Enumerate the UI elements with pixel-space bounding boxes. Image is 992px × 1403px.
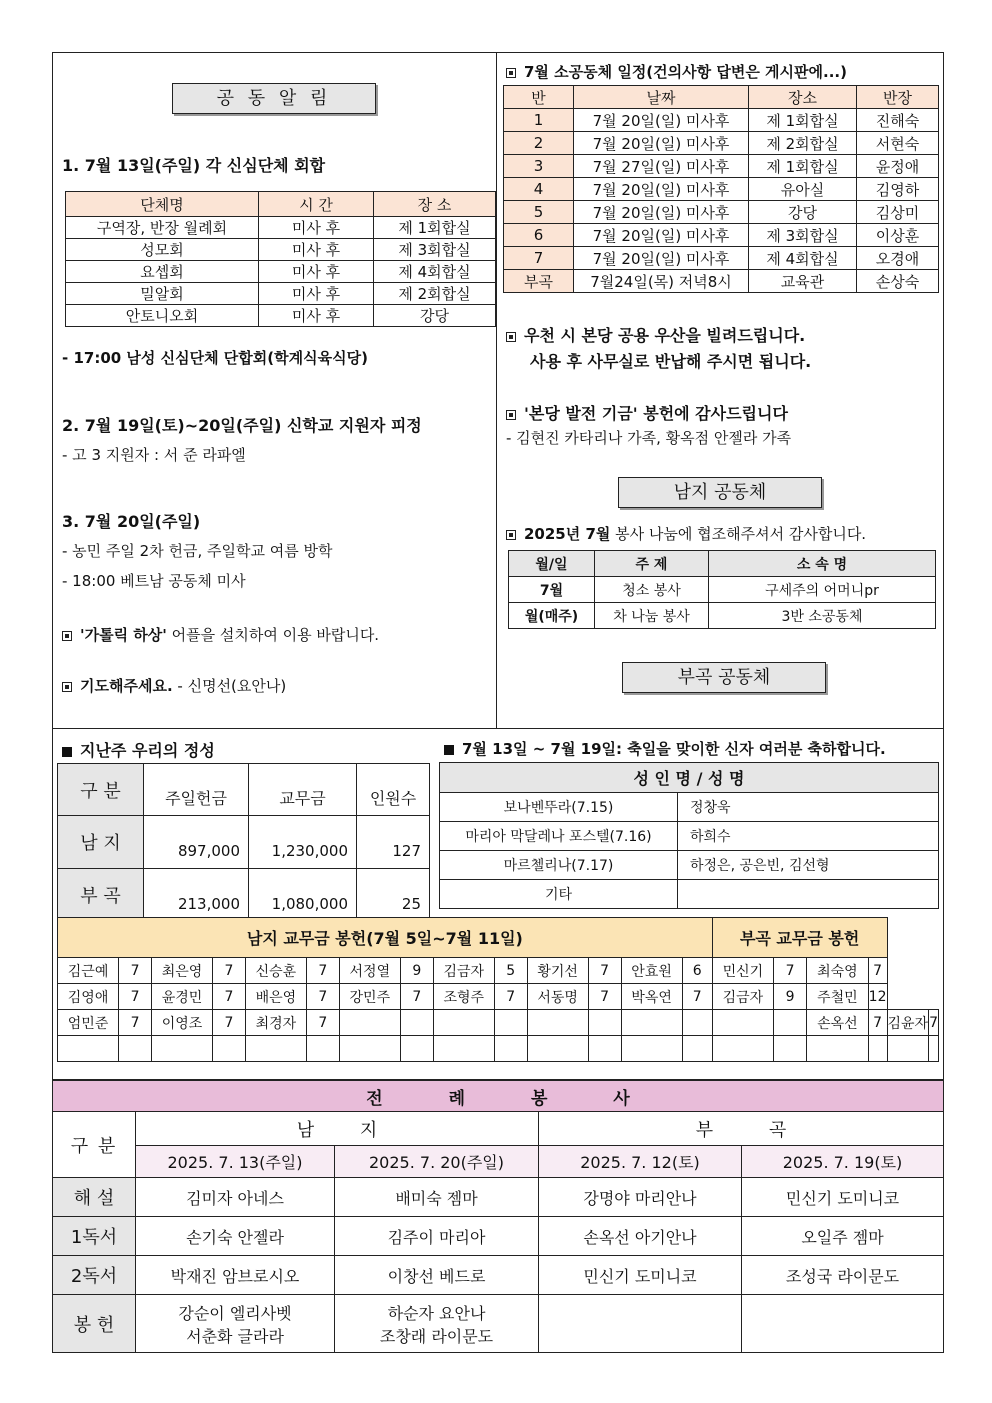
notice-title: 공 동 알 림 (172, 83, 376, 114)
donor-count: 7 (400, 984, 433, 1010)
ban-cell: 1 (504, 109, 574, 132)
cell: 제 2회합실 (374, 283, 496, 305)
donor-name (712, 1036, 773, 1062)
cell: 7월24일(목) 저녁8시 (574, 270, 749, 293)
namji-title: 남지 공동체 (618, 477, 822, 508)
donor-count: 6 (682, 958, 712, 984)
namji-thanks (506, 523, 866, 544)
donor-count: 7 (868, 958, 887, 984)
pray-notice (62, 675, 286, 696)
liturgy-date: 2025. 7. 20(주일) (335, 1146, 539, 1178)
donor-name: 이영조 (151, 1010, 212, 1036)
namji-thanks-text: 봉사 나눔에 협조해주셔서 감사합니다. (610, 525, 867, 543)
col-header: 시 간 (259, 192, 374, 217)
donor-count (400, 1010, 433, 1036)
pray-label: 기도해주세요. (80, 677, 173, 695)
offering-title: 지난주 우리의 정성 (80, 741, 215, 760)
donor-name: 안효원 (621, 958, 682, 984)
cell: 민신기 도미니코 (742, 1178, 944, 1217)
donor-name: 김금자 (433, 958, 494, 984)
cell: 제 2회합실 (749, 132, 857, 155)
ban-cell: 2 (504, 132, 574, 155)
donor-name (433, 1010, 494, 1036)
liturgy-date: 2025. 7. 19(토) (742, 1146, 944, 1178)
donor-name (339, 1010, 400, 1036)
donor-count (682, 1036, 712, 1062)
donor-name (151, 1036, 212, 1062)
donor-name (621, 1010, 682, 1036)
feast-title: 7월 13일 ~ 7월 19일: 축일을 맞이한 신자 여러분 축하합니다. (462, 740, 886, 758)
cell: 강명야 마리안나 (539, 1178, 742, 1217)
cell: 7월 (509, 577, 595, 603)
cell: 박재진 암브로시오 (136, 1256, 335, 1295)
donor-name (58, 1036, 119, 1062)
schedule-title: 7월 소공동체 일정(건의사항 답변은 게시판에...) (524, 63, 847, 81)
square-bullet-icon (62, 682, 72, 692)
cell: 7월 20일(일) 미사후 (574, 178, 749, 201)
donor-count: 5 (494, 958, 527, 984)
donor-count: 7 (588, 984, 621, 1010)
donor-name: 주철민 (807, 984, 869, 1010)
member-names: 하희수 (678, 822, 939, 851)
donor-name: 서동명 (527, 984, 588, 1010)
cell: 밀알회 (66, 283, 259, 305)
cell: 이상훈 (857, 224, 939, 247)
saint-name: 마리아 막달레나 포스텔(7.16) (440, 822, 678, 851)
donor-name (527, 1010, 588, 1036)
cell: 제 3회합실 (374, 239, 496, 261)
bugok-dues-title: 부곡 교무금 봉헌 (712, 918, 887, 958)
donor-name (245, 1036, 306, 1062)
cell: 7월 27일(일) 미사후 (574, 155, 749, 178)
app-notice (62, 624, 379, 645)
col-header: 반장 (857, 86, 939, 109)
col-header: 인원수 (357, 764, 430, 816)
donor-count: 9 (774, 984, 807, 1010)
col-header: 주일헌금 (144, 764, 249, 816)
cell (742, 1295, 944, 1353)
donor-count (588, 1010, 621, 1036)
cell: 진해숙 (857, 109, 939, 132)
donor-name: 최숙영 (807, 958, 869, 984)
feast-header: 성 인 명 / 성 명 (440, 763, 939, 793)
saint-name: 기타 (440, 880, 678, 909)
notice-item3-note1: - 농민 주일 2차 헌금, 주일학교 여름 방학 (62, 542, 333, 560)
donor-count: 7 (213, 1010, 246, 1036)
square-bullet-icon (506, 410, 516, 420)
donor-name: 황기선 (527, 958, 588, 984)
umbrella-line1 (506, 323, 805, 346)
donor-count (774, 1010, 807, 1036)
donor-count: 7 (306, 1010, 339, 1036)
umbrella-text1: 우천 시 본당 공용 우산을 빌려드립니다. (524, 326, 806, 345)
cell: 이창선 베드로 (335, 1256, 539, 1295)
cell: 7월 20일(일) 미사후 (574, 132, 749, 155)
donor-count: 7 (682, 984, 712, 1010)
umbrella-line2: 사용 후 사무실로 반납해 주시면 됩니다. (530, 352, 812, 371)
donor-name (339, 1036, 400, 1062)
liturgy-table (52, 1080, 944, 1353)
cell: 손기숙 안젤라 (136, 1217, 335, 1256)
donor-name: 김영애 (58, 984, 119, 1010)
app-text: 어플을 설치하여 이용 바랍니다. (166, 626, 380, 644)
donor-count: 7 (306, 958, 339, 984)
ban-cell: 5 (504, 201, 574, 224)
donor-count (682, 1010, 712, 1036)
donor-name: 최경자 (245, 1010, 306, 1036)
cell: 미사 후 (259, 305, 374, 327)
saint-name: 보나벤뚜라(7.15) (440, 793, 678, 822)
notice-item2: 2. 7월 19일(토)~20일(주일) 신학교 지원자 피정 (62, 416, 422, 435)
donor-count (588, 1036, 621, 1062)
cell: 유아실 (749, 178, 857, 201)
notice-item3-note2: - 18:00 베트남 공동체 미사 (62, 572, 246, 590)
donor-count: 7 (494, 984, 527, 1010)
notice-item2-note: - 고 3 지원자 : 서 준 라파엘 (62, 446, 246, 464)
cell: 제 3회합실 (749, 224, 857, 247)
cell: 김상미 (857, 201, 939, 224)
donor-name (712, 1010, 773, 1036)
cell: 미사 후 (259, 217, 374, 239)
cell: 청소 봉사 (595, 577, 709, 603)
column-divider (496, 52, 497, 729)
notice-item1-note: - 17:00 남성 신심단체 단합회(학계식육식당) (62, 349, 368, 367)
donor-name: 서정열 (339, 958, 400, 984)
offering-table (57, 763, 430, 922)
role-label: 2독서 (53, 1256, 136, 1295)
cell: 7월 20일(일) 미사후 (574, 224, 749, 247)
role-label: 1독서 (53, 1217, 136, 1256)
schedule-table (503, 85, 939, 293)
cell: 강당 (374, 305, 496, 327)
square-bullet-icon (506, 68, 516, 78)
cell: 요셉회 (66, 261, 259, 283)
cell: 제 1회합실 (749, 155, 857, 178)
cell: 김영하 (857, 178, 939, 201)
square-bullet-icon (62, 747, 72, 757)
cell: 강당 (749, 201, 857, 224)
cell: 민신기 도미니코 (539, 1256, 742, 1295)
cell: 월(매주) (509, 603, 595, 629)
cell: 구세주의 어머니pr (709, 577, 936, 603)
cell: 3반 소공동체 (709, 603, 936, 629)
ban-cell: 부곡 (504, 270, 574, 293)
donor-count (119, 1036, 152, 1062)
ban-cell: 3 (504, 155, 574, 178)
fund-title: '본당 발전 기금' 봉헌에 감사드립니다 (524, 404, 788, 423)
cell: 김미자 아네스 (136, 1178, 335, 1217)
offering-heading (62, 738, 215, 761)
cell: 오일주 젬마 (742, 1217, 944, 1256)
cell: 25 (357, 869, 430, 922)
ban-cell: 7 (504, 247, 574, 270)
donor-count (929, 1036, 939, 1062)
col-header: 월/일 (509, 551, 595, 577)
donor-name: 김근예 (58, 958, 119, 984)
cell: 차 나눔 봉사 (595, 603, 709, 629)
notice-item3: 3. 7월 20일(주일) (62, 512, 201, 531)
donor-count (868, 1036, 887, 1062)
bugok-title: 부곡 공동체 (622, 662, 826, 693)
member-names: 정창욱 (678, 793, 939, 822)
offering-gubun-header: 구 분 (58, 764, 144, 816)
liturgy-namji: 남 지 (136, 1112, 539, 1146)
role-label: 봉 헌 (53, 1295, 136, 1353)
member-names (678, 880, 939, 909)
namji-dues-title: 남지 교무금 봉헌(7월 5일~7월 11일) (58, 918, 713, 958)
app-name: '가톨릭 하상' (80, 626, 167, 644)
schedule-heading (506, 61, 847, 82)
cell-line: 하순자 요안나 (387, 1303, 486, 1323)
donor-name: 최은영 (151, 958, 212, 984)
cell: 김주이 마리아 (335, 1217, 539, 1256)
cell-line: 서춘화 글라라 (186, 1326, 284, 1346)
cell: 조성국 라이문도 (742, 1256, 944, 1295)
cell: 윤정애 (857, 155, 939, 178)
donor-count: 7 (929, 1010, 939, 1036)
donor-name (621, 1036, 682, 1062)
cell (335, 1295, 539, 1353)
donor-count: 7 (119, 1010, 152, 1036)
cell: 서현숙 (857, 132, 939, 155)
square-bullet-icon (444, 745, 454, 755)
donor-count: 7 (213, 958, 246, 984)
cell-line: 강순이 엘리사벳 (178, 1303, 292, 1323)
cell: 성모회 (66, 239, 259, 261)
square-bullet-icon (62, 631, 72, 641)
donor-name: 강민주 (339, 984, 400, 1010)
dues-table (57, 917, 939, 1062)
cell: 안토니오회 (66, 305, 259, 327)
cell: 제 4회합실 (749, 247, 857, 270)
donor-name: 엄민준 (58, 1010, 119, 1036)
ban-cell: 4 (504, 178, 574, 201)
liturgy-gubun: 구 분 (53, 1112, 136, 1178)
cell: 오경애 (857, 247, 939, 270)
donor-count (774, 1036, 807, 1062)
namji-service-table (508, 550, 936, 629)
cell: 미사 후 (259, 239, 374, 261)
row-label: 부 곡 (58, 869, 144, 922)
feast-heading (444, 738, 886, 759)
cell: 1,230,000 (249, 816, 357, 869)
donor-count: 9 (400, 958, 433, 984)
liturgy-date: 2025. 7. 12(토) (539, 1146, 742, 1178)
ban-cell: 6 (504, 224, 574, 247)
donor-name (433, 1036, 494, 1062)
namji-thanks-date: 2025년 7월 (524, 525, 611, 543)
col-header: 교무금 (249, 764, 357, 816)
donor-count: 7 (119, 958, 152, 984)
cell: 제 1회합실 (374, 217, 496, 239)
donor-count: 7 (774, 958, 807, 984)
cell: 1,080,000 (249, 869, 357, 922)
dues-body (58, 958, 939, 1062)
cell: 127 (357, 816, 430, 869)
liturgy-date: 2025. 7. 13(주일) (136, 1146, 335, 1178)
cell: 897,000 (144, 816, 249, 869)
cell: 손상숙 (857, 270, 939, 293)
donor-count: 7 (119, 984, 152, 1010)
square-bullet-icon (506, 530, 516, 540)
cell-line: 조창래 라이문도 (379, 1326, 494, 1346)
feast-table (439, 762, 939, 909)
col-header: 소 속 명 (709, 551, 936, 577)
cell: 교육관 (749, 270, 857, 293)
donor-count (400, 1036, 433, 1062)
col-header: 장 소 (374, 192, 496, 217)
liturgy-title: 전 례 봉 사 (53, 1081, 944, 1112)
role-label: 해 설 (53, 1178, 136, 1217)
cell: 제 1회합실 (749, 109, 857, 132)
donor-count: 7 (213, 984, 246, 1010)
donor-name: 배은영 (245, 984, 306, 1010)
fund-heading (506, 401, 788, 424)
cell: 제 4회합실 (374, 261, 496, 283)
donor-name: 윤경민 (151, 984, 212, 1010)
liturgy-bugok: 부 곡 (539, 1112, 944, 1146)
donor-count: 7 (306, 984, 339, 1010)
cell: 213,000 (144, 869, 249, 922)
cell: 미사 후 (259, 283, 374, 305)
donor-name: 신승훈 (245, 958, 306, 984)
cell: 7월 20일(일) 미사후 (574, 109, 749, 132)
cell: 손옥선 아기안나 (539, 1217, 742, 1256)
col-header: 단체명 (66, 192, 259, 217)
cell: 배미숙 젬마 (335, 1178, 539, 1217)
cell: 7월 20일(일) 미사후 (574, 247, 749, 270)
col-header: 날짜 (574, 86, 749, 109)
member-names: 하정은, 공은빈, 김선형 (678, 851, 939, 880)
cell: 구역장, 반장 월례회 (66, 217, 259, 239)
donor-count: 12 (868, 984, 887, 1010)
donor-name (887, 1036, 929, 1062)
donor-name: 조형주 (433, 984, 494, 1010)
donor-count (494, 1036, 527, 1062)
fund-names: - 김현진 카타리나 가족, 황옥점 안젤라 가족 (506, 429, 792, 447)
cell (539, 1295, 742, 1353)
donor-name: 김윤자 (887, 1010, 929, 1036)
row-label: 남 지 (58, 816, 144, 869)
donor-name: 민신기 (712, 958, 773, 984)
donor-name: 박옥연 (621, 984, 682, 1010)
square-bullet-icon (506, 332, 516, 342)
donor-name: 김금자 (712, 984, 773, 1010)
donor-count (494, 1010, 527, 1036)
donor-count (213, 1036, 246, 1062)
cell: 7월 20일(일) 미사후 (574, 201, 749, 224)
cell: 미사 후 (259, 261, 374, 283)
groups-table (65, 191, 496, 327)
saint-name: 마르첼리나(7.17) (440, 851, 678, 880)
donor-name (807, 1036, 869, 1062)
pray-name: - 신명선(요안나) (172, 677, 287, 695)
donor-count (306, 1036, 339, 1062)
notice-item1: 1. 7월 13일(주일) 각 신심단체 회합 (62, 156, 326, 175)
donor-name (527, 1036, 588, 1062)
donor-count: 7 (868, 1010, 887, 1036)
col-header: 반 (504, 86, 574, 109)
donor-name: 손옥선 (807, 1010, 869, 1036)
donor-count: 7 (588, 958, 621, 984)
col-header: 장소 (749, 86, 857, 109)
cell (136, 1295, 335, 1353)
col-header: 주 제 (595, 551, 709, 577)
